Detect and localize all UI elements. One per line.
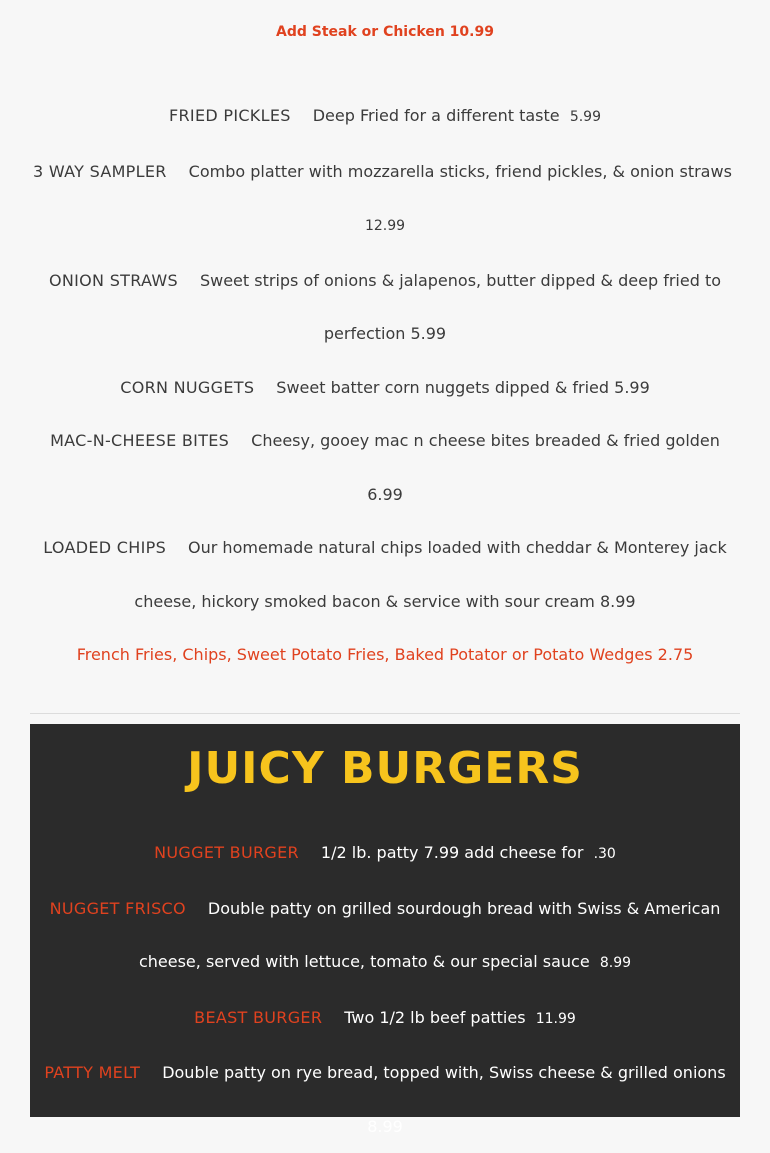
item-name: NUGGET FRISCO <box>49 898 186 918</box>
item-price: 6.99 <box>367 484 403 504</box>
item-price: 8.99 <box>599 591 636 611</box>
item-description: Deep Fried for a different taste <box>312 106 560 125</box>
item-price: 5.99 <box>569 109 601 125</box>
burger-list <box>30 826 740 1153</box>
item-description: Double patty on rye bread, topped with, Swiss cheese & grilled onions <box>162 1063 726 1082</box>
item-name: ONION STRAWS <box>48 270 178 290</box>
item-name: CORN NUGGETS <box>120 377 255 397</box>
item-description: Two 1/2 lb beef patties <box>344 1007 526 1027</box>
item-description: 1/2 lb. patty 7.99 add cheese for <box>320 843 584 862</box>
item-description: Our homemade natural chips loaded with cheddar & Monterey jack cheese, hickory smoked bacon & service with sour cream <box>134 538 727 611</box>
item-price: 8.99 <box>367 1116 403 1136</box>
item-price: 5.99 <box>410 324 447 343</box>
item-description: Combo platter with mozzarella sticks, friend pickles, & onion straws <box>188 161 732 181</box>
item-price: 11.99 <box>535 1010 576 1027</box>
item-price: .30 <box>593 846 616 862</box>
menu-item-fried-pickles <box>30 89 740 145</box>
sides-line: French Fries, Chips, Sweet Potato Fries, Baked Potator or Potato Wedges 2.75 <box>76 645 694 664</box>
item-name: BEAST BURGER <box>194 1007 323 1027</box>
item-description: Double patty on grilled sourdough bread with Swiss & American cheese, served with lettuce, tomato & our special sauce <box>138 898 721 971</box>
item-name: PATTY MELT <box>44 1063 141 1082</box>
item-description: Sweet strips of onions & jalapenos, butter dipped & deep fried to perfection <box>199 270 722 343</box>
item-name: NUGGET BURGER <box>154 843 299 862</box>
menu-item-3-way-sampler <box>30 145 740 254</box>
item-description: Cheesy, gooey mac n cheese bites breaded & fried golden <box>251 431 720 450</box>
item-name: FRIED PICKLES <box>169 106 291 125</box>
menu-item-nugget-frisco <box>30 882 740 991</box>
menu-item-loaded-chips <box>30 521 740 628</box>
menu-item-corn-nuggets <box>30 361 740 415</box>
menu-item-mac-n-cheese-bites <box>30 414 740 521</box>
item-price: 5.99 <box>614 377 650 397</box>
item-name: LOADED CHIPS <box>43 538 167 557</box>
item-description: Sweet batter corn nuggets dipped & fried <box>276 377 610 397</box>
item-name: 3 WAY SAMPLER <box>33 161 167 181</box>
menu-item-nugget-burger <box>30 826 740 882</box>
burgers-section <box>30 724 740 1136</box>
menu-item-beast-burger <box>30 991 740 1047</box>
appetizer-list <box>30 89 740 682</box>
menu-item-onion-straws <box>30 254 740 361</box>
section-title: JUICY BURGERS <box>187 743 583 794</box>
add-protein-note: Add Steak or Chicken 10.99 <box>276 24 494 40</box>
item-price: 8.99 <box>599 955 632 971</box>
section-divider <box>30 713 740 714</box>
menu-item-patty-melt <box>30 1046 740 1153</box>
item-name: MAC-N-CHEESE BITES <box>50 431 230 450</box>
item-price: 12.99 <box>364 218 406 234</box>
